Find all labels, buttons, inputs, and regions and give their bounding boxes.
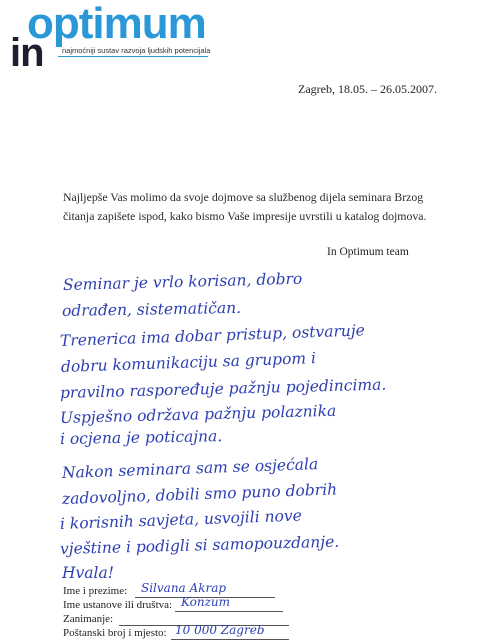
instructions-line-2: čitanja zapišete ispod, kako bismo Vaše impresije uvrstili u katalog dojmova.: [63, 209, 427, 223]
institution-label: Ime ustanove ili društva:: [63, 599, 173, 611]
handwritten-line: odrađen, sistematičan.: [61, 298, 242, 320]
handwritten-line: i korisnih savjeta, usvojili nove: [59, 506, 303, 533]
handwritten-line: dobru komunikaciju sa grupom i: [60, 349, 317, 376]
postal-field-line: [171, 639, 289, 640]
handwritten-line: Nakon seminara sam se osjećala: [61, 455, 319, 482]
handwritten-line: Hvala!: [62, 564, 114, 582]
logo-name: optimum: [27, 0, 206, 48]
team-signature: In Optimum team: [327, 246, 409, 258]
logo-prefix: in: [10, 31, 44, 75]
name-label: Ime i prezime:: [63, 585, 128, 597]
handwritten-line: vještine i podigli si samopouzdanje.: [59, 532, 340, 558]
occupation-label: Zanimanje:: [63, 613, 114, 625]
handwritten-line: Uspješno održava pažnju polaznika: [59, 401, 337, 427]
postal-label: Poštanski broj i mjesto:: [63, 627, 167, 639]
instructions-text: [63, 188, 463, 226]
logo-underline: [58, 56, 208, 57]
institution-field-line: [175, 611, 283, 612]
instructions-line-1: Najljepše Vas molimo da svoje dojmove sa službenog dijela seminara Brzog: [63, 190, 424, 204]
company-logo: [0, 0, 240, 80]
postal-value: 10 000 Zagreb: [175, 623, 265, 637]
handwritten-line: zadovoljno, dobili smo puno dobrih: [61, 480, 338, 508]
date-line: Zagreb, 18.05. – 26.05.2007.: [298, 82, 437, 96]
handwritten-line: i ocjena je poticajna.: [59, 427, 223, 448]
logo-tagline: najmoćniji sustav razvoja ljudskih potencijala: [62, 46, 211, 55]
handwritten-line: Trenerica ima dobar pristup, ostvaruje: [59, 321, 366, 350]
handwritten-line: pravilno raspoređuje pažnju pojedincima.: [59, 375, 387, 402]
handwritten-line: Seminar je vrlo korisan, dobro: [62, 269, 303, 294]
name-value: Silvana Akrap: [141, 581, 227, 595]
institution-value: Konzum: [181, 595, 231, 609]
